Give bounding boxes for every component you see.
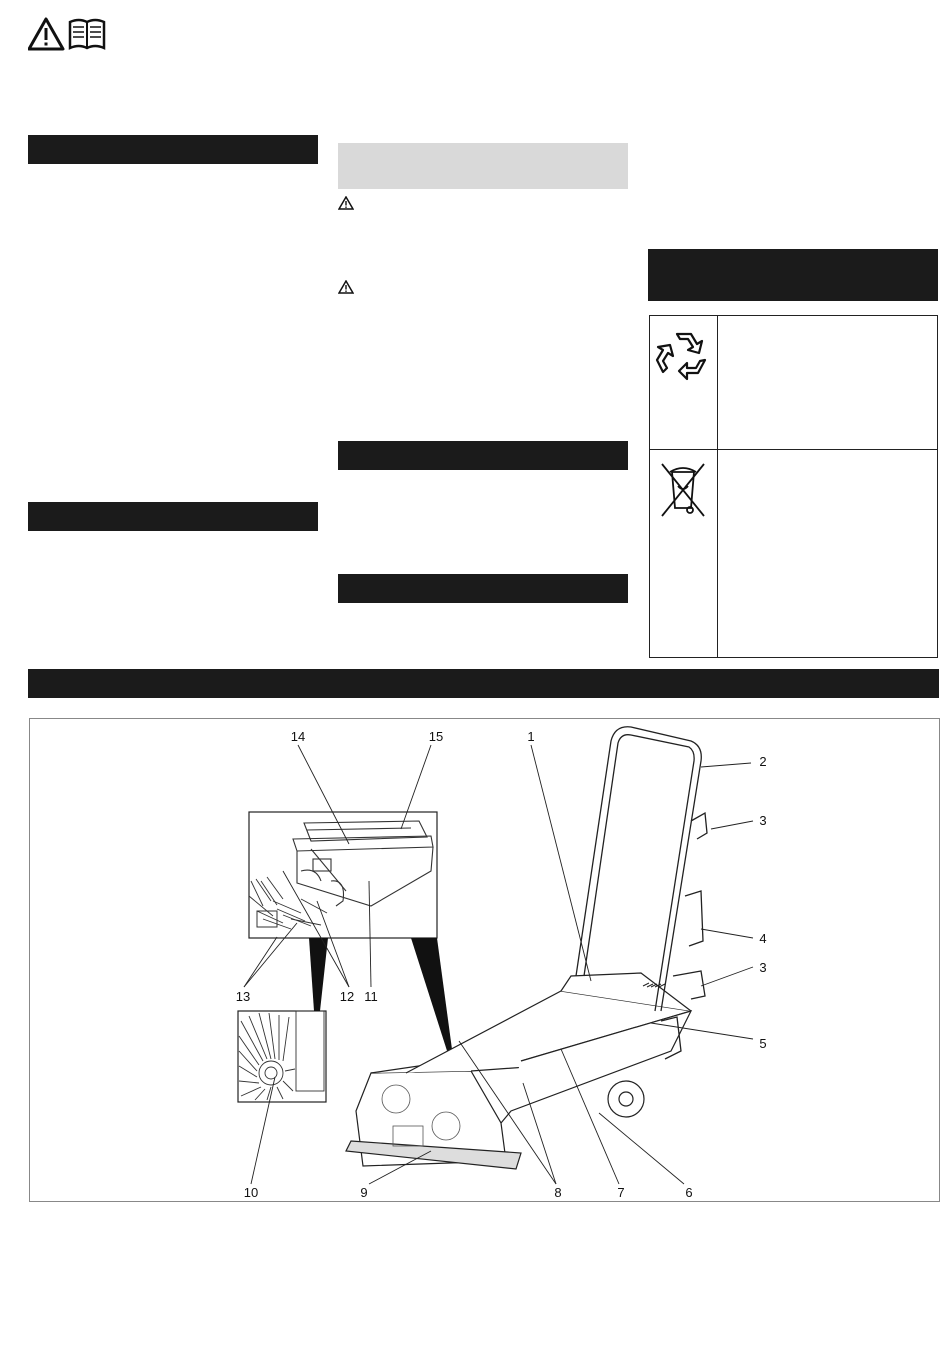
section-heading-bar [338, 441, 628, 470]
callout-12: 12 [339, 989, 355, 1004]
page-header-icons [28, 16, 108, 52]
callout-14: 14 [290, 729, 306, 744]
callout-3: 3 [759, 960, 767, 975]
recycling-symbol-icon [655, 328, 713, 386]
section-heading-bar [28, 502, 318, 531]
callout-8: 8 [554, 1185, 562, 1200]
warning-triangle-icon [338, 280, 354, 294]
disposal-symbols-table [649, 315, 938, 658]
callout-15: 15 [428, 729, 444, 744]
callout-6: 6 [685, 1185, 693, 1200]
table-divider-horizontal [650, 449, 937, 450]
section-heading-bar-wide [28, 669, 939, 698]
callout-3: 3 [759, 813, 767, 828]
callout-10: 10 [243, 1185, 259, 1200]
callout-7: 7 [617, 1185, 625, 1200]
callout-1: 1 [527, 729, 535, 744]
table-divider-vertical [717, 316, 718, 657]
callout-9: 9 [360, 1185, 368, 1200]
section-heading-bar [648, 249, 938, 301]
callout-5: 5 [759, 1036, 767, 1051]
machine-overview-figure [29, 718, 940, 1202]
callout-2: 2 [759, 754, 767, 769]
callout-13: 13 [235, 989, 251, 1004]
warning-triangle-icon [29, 19, 63, 49]
callout-4: 4 [759, 931, 767, 946]
callout-11: 11 [364, 989, 378, 1004]
warning-triangle-icon [338, 196, 354, 210]
crossed-out-wheelie-bin-icon [658, 460, 708, 520]
open-book-icon [70, 20, 104, 48]
section-heading-bar [28, 135, 318, 164]
note-heading-bar [338, 143, 628, 189]
section-heading-bar [338, 574, 628, 603]
